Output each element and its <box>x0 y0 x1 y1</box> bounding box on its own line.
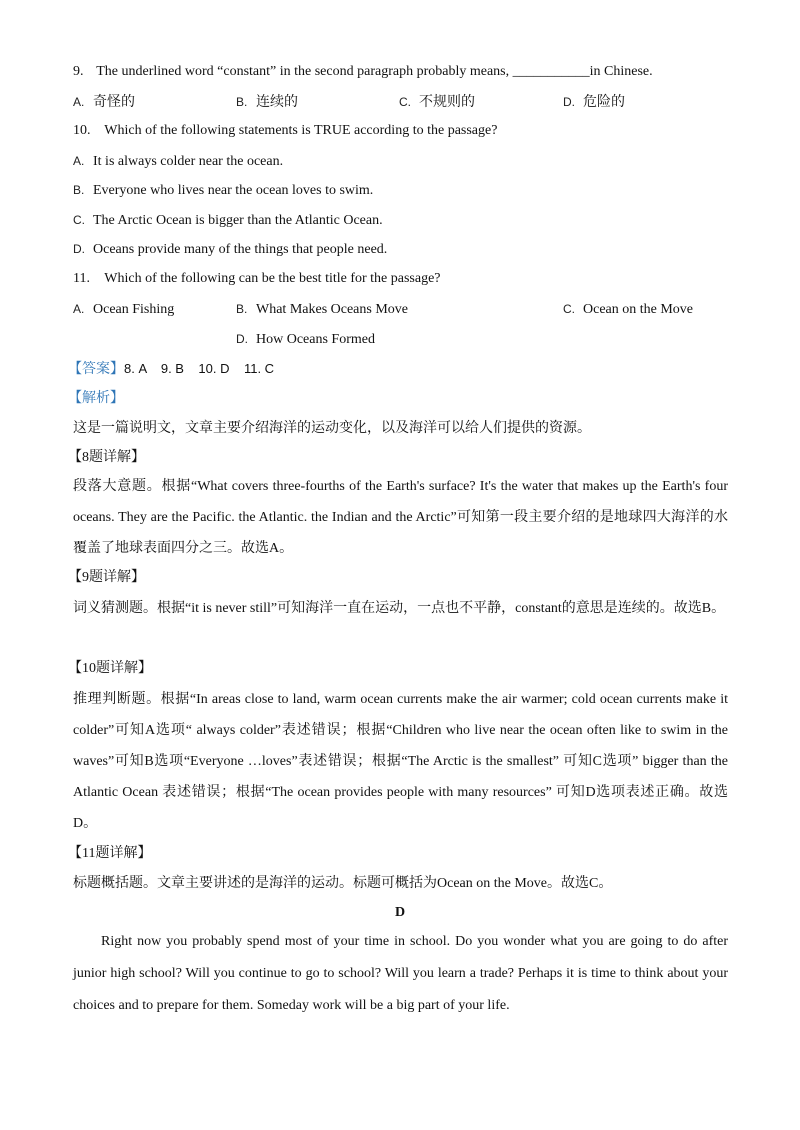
section-d-paragraph: Right now you probably spend most of your time in school. Do you wonder what you are going to do after junior high school? Will you continue to go to school? Will you learn a trade? Perhaps it is time to think about your choices and to prepare for them. Someday work will be a big part of your life. <box>73 934 728 1013</box>
question-number: 9. <box>73 64 84 79</box>
q10-option-d[interactable] <box>73 239 387 260</box>
answer-label: 【答案】 <box>68 362 124 377</box>
question-stem: The underlined word “constant” in the second paragraph probably means, ___________in Chinese. <box>96 64 653 79</box>
question-stem: Which of the following can be the best title for the passage? <box>104 271 441 286</box>
q11-option-a[interactable] <box>73 299 174 320</box>
option-text: 危险的 <box>583 95 625 110</box>
option-letter: D. <box>73 242 85 256</box>
question-9 <box>73 62 653 82</box>
option-text: 连续的 <box>256 95 298 110</box>
option-letter: C. <box>73 213 85 227</box>
option-text: 不规则的 <box>419 95 475 110</box>
option-letter: B. <box>73 183 85 197</box>
detail-11-label: 【11题详解】 <box>68 846 152 861</box>
q11-option-c[interactable] <box>563 299 693 320</box>
option-letter: D. <box>563 95 575 109</box>
question-stem: Which of the following statements is TRUE according to the passage? <box>104 123 498 138</box>
option-letter: C. <box>563 302 575 316</box>
q10-option-c[interactable] <box>73 210 383 231</box>
detail-8-label: 【8题详解】 <box>68 450 145 465</box>
option-text: It is always colder near the ocean. <box>93 154 284 169</box>
question-number: 11. <box>73 271 90 286</box>
option-text: How Oceans Formed <box>256 332 375 347</box>
option-letter: B. <box>236 302 248 316</box>
analysis-label: 【解析】 <box>68 391 124 406</box>
option-text: The Arctic Ocean is bigger than the Atlantic Ocean. <box>93 213 383 228</box>
q9-option-d[interactable] <box>563 92 625 113</box>
detail-11-text: 标题概括题。文章主要讲述的是海洋的运动。标题可概括为Ocean on the Move。故选C。 <box>73 876 613 891</box>
answer-text: 8. A 9. B 10. D 11. C <box>124 361 275 376</box>
option-text: 奇怪的 <box>93 95 135 110</box>
option-text: Oceans provide many of the things that people need. <box>93 242 388 257</box>
option-text: What Makes Oceans Move <box>256 302 409 317</box>
q9-option-b[interactable] <box>236 92 298 113</box>
question-10 <box>73 121 497 141</box>
q11-option-d[interactable] <box>236 329 375 350</box>
section-heading: D <box>394 905 406 920</box>
option-text: Everyone who lives near the ocean loves to swim. <box>93 183 374 198</box>
option-text: Ocean Fishing <box>93 302 175 317</box>
question-11 <box>73 269 441 289</box>
detail-10-label: 【10题详解】 <box>68 661 152 676</box>
question-number: 10. <box>73 123 91 138</box>
option-text: Ocean on the Move <box>583 302 694 317</box>
q11-option-b[interactable] <box>236 299 408 320</box>
q9-option-c[interactable] <box>399 92 475 113</box>
answer-line <box>68 359 274 380</box>
q10-option-b[interactable] <box>73 180 373 201</box>
analysis-summary: 这是一篇说明文，文章主要介绍海洋的运动变化，以及海洋可以给人们提供的资源。 <box>73 421 591 436</box>
option-letter: B. <box>236 95 248 109</box>
detail-9-text: 词义猜测题。根据“it is never still”可知海洋一直在运动，一点也不平静，constant的意思是连续的。故选B。 <box>73 601 726 616</box>
option-letter: D. <box>236 332 248 346</box>
q10-option-a[interactable] <box>73 151 283 172</box>
detail-10-text: 推理判断题。根据“In areas close to land, warm ocean currents make the air warmer; cold ocean currents make it colder”可知A选项“ always colder”表述错误；根据“Children who live near the ocean often like to swim in the waves”可知B选项“Everyone …loves”表述错误；根据“The Arctic is the smallest” 可知C选项” bigger than the Atlantic Ocean 表述错误；根据“The ocean provides people with many resources” 可知D选项表述正确。故选D。 <box>73 692 728 831</box>
option-letter: A. <box>73 154 85 168</box>
option-letter: A. <box>73 95 85 109</box>
option-letter: A. <box>73 302 85 316</box>
detail-9-label: 【9题详解】 <box>68 570 145 585</box>
q9-option-a[interactable] <box>73 92 135 113</box>
detail-8-text: 段落大意题。根据“What covers three-fourths of the Earth's surface? It's the water that makes up the Earth's four oceans. They are the Pacific. the Atlantic. the Indian and the Arctic”可知第一段主要介绍的是地球四大海洋的水覆盖了地球表面四分之三。故选A。 <box>73 479 728 556</box>
option-letter: C. <box>399 95 411 109</box>
